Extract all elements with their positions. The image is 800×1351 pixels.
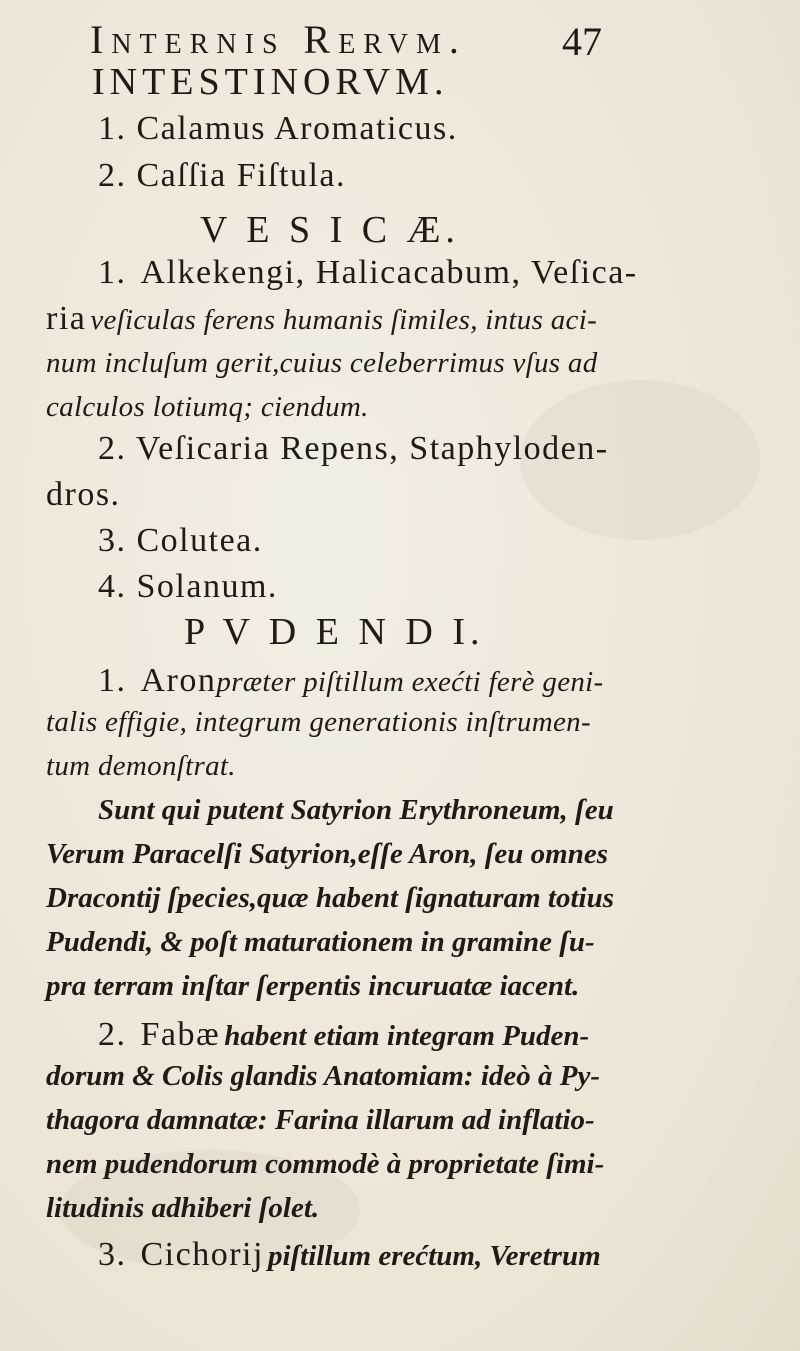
list-item [98,662,604,700]
list-item: 1. Calamus Aromaticus. [98,110,458,147]
text-line: nem pudendorum commodè à proprietate ſimi- [46,1148,605,1180]
text-line: num incluſum gerit,cuius celeberrimus vſus ad [46,347,598,379]
item-number: 1. [98,662,127,699]
item-text-italic: piſtillum erećtum, Veretrum [267,1240,601,1272]
text-line [46,300,597,338]
text-line: litudinis adhiberi ſolet. [46,1192,320,1224]
text-line: calculos lotiumq; ciendum. [46,391,369,423]
text-line: Pudendi, & poſt maturationem in gramine ſu- [46,926,595,958]
item-text: Alkekengi, Halicacabum, Veſica- [140,254,638,291]
text-line: thagora damnatæ: Farina illarum ad inflatio- [46,1104,595,1136]
list-item [98,1016,589,1054]
item-text: Fabæ [140,1016,221,1053]
list-item: 2. Veſicaria Repens, Staphyloden- [98,430,609,467]
section-title-vesicae: V E S I C Æ. [200,209,460,251]
item-text: Aron [140,662,217,699]
item-text: ria [46,300,87,337]
item-text: Cichorij [140,1236,264,1273]
section-title-intestinorum: INTESTINORVM. [92,61,449,103]
running-head: Internis Rervm. [90,17,467,62]
item-text-italic: habent etiam integram Puden- [224,1020,590,1052]
item-number: 3. [98,1236,127,1273]
list-item: 2. Caſſia Fiſtula. [98,157,346,194]
text-line: Verum Paracelſi Satyrion,eſſe Aron, ſeu omnes [46,838,609,870]
list-item: 4. Solanum. [98,568,278,605]
list-item [98,254,638,292]
text-line: Dracontij ſpecies,quæ habent ſignaturam totius [46,882,614,914]
item-text-italic: præter piſtillum exećti ferè geni- [216,666,604,698]
item-number: 1. [98,254,127,291]
text-line: dorum & Colis glandis Anatomiam: ideò à Py- [46,1060,601,1092]
page-number: 47 [562,19,602,64]
item-text-italic: veſiculas ferens humanis ſimiles, intus aci- [90,304,598,336]
text-line: Sunt qui putent Satyrion Erythroneum, ſeu [98,794,614,826]
text-line: talis effigie, integrum generationis inſtrumen- [46,706,591,738]
section-title-pudendi: P V D E N D I. [184,611,485,653]
list-item [98,1236,601,1274]
text-line: pra terram inſtar ſerpentis incuruatæ iacent. [46,970,580,1002]
text-line: dros. [46,476,121,513]
list-item: 3. Colutea. [98,522,263,559]
item-number: 2. [98,1016,127,1053]
text-line: tum demonſtrat. [46,750,236,782]
